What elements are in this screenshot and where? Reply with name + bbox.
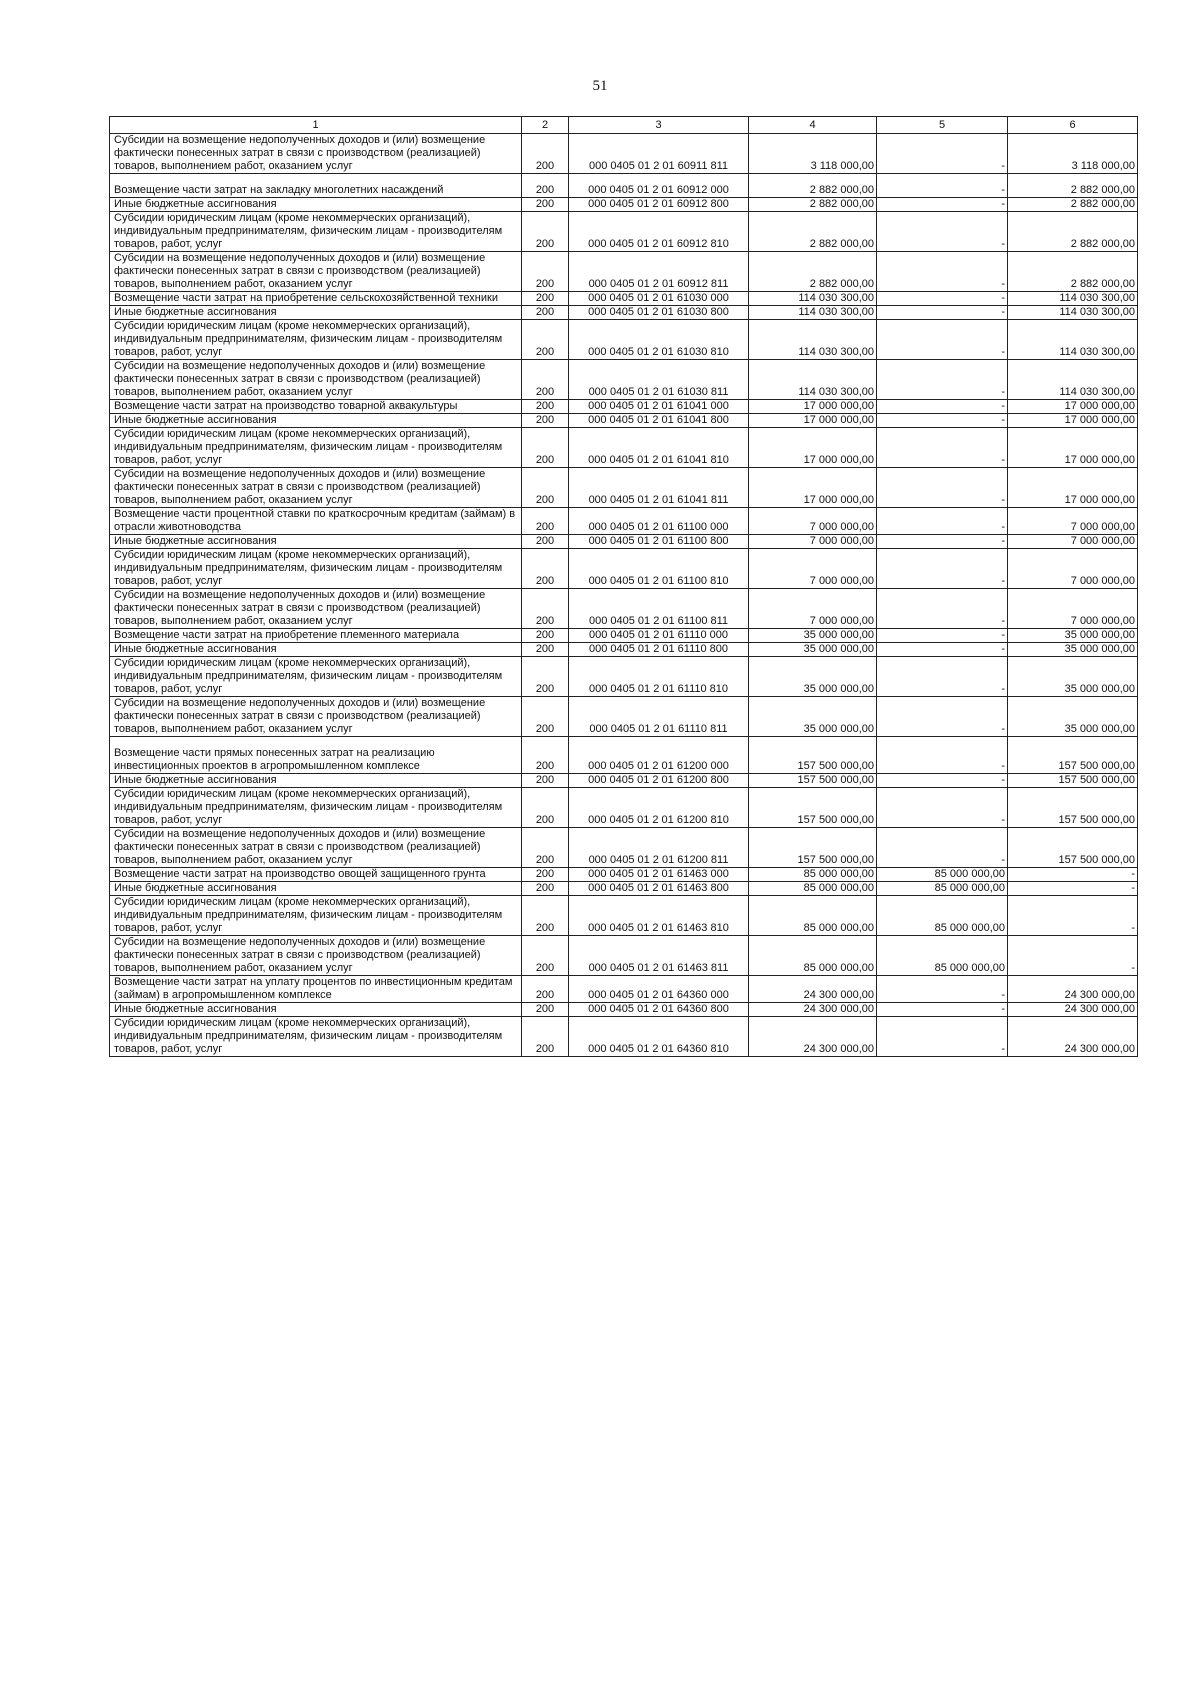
row-col4-cell: 85 000 000,00 [749, 882, 877, 896]
table-row [110, 468, 1138, 508]
row-col6-cell: 35 000 000,00 [1008, 697, 1138, 737]
row-col4-cell: 157 500 000,00 [749, 737, 877, 774]
row-name-cell: Иные бюджетные ассигнования [110, 414, 522, 428]
row-admin-code-cell: 200 [522, 1003, 569, 1017]
header-col-3: 3 [569, 117, 749, 134]
row-name-cell: Иные бюджетные ассигнования [110, 198, 522, 212]
row-admin-code-cell: 200 [522, 360, 569, 400]
row-col5-cell: - [877, 535, 1008, 549]
row-col6-cell: 35 000 000,00 [1008, 629, 1138, 643]
table-row [110, 212, 1138, 252]
row-name-cell: Возмещение части процентной ставки по краткосрочным кредитам (займам) в отрасли животноводства [110, 508, 522, 535]
row-col6-cell: 2 882 000,00 [1008, 252, 1138, 292]
row-admin-code-cell: 200 [522, 1017, 569, 1057]
row-col4-cell: 114 030 300,00 [749, 306, 877, 320]
row-name-cell: Субсидии юридическим лицам (кроме некоммерческих организаций), индивидуальным предпринимателям, физическим лицам - производителям товаров, работ, услуг [110, 788, 522, 828]
row-col5-cell: - [877, 212, 1008, 252]
row-col4-cell: 24 300 000,00 [749, 976, 877, 1003]
row-name-cell: Субсидии на возмещение недополученных доходов и (или) возмещение фактически понесенных затрат в связи с производством (реализацией) товаров, выполнением работ, оказанием услуг [110, 589, 522, 629]
table-row [110, 643, 1138, 657]
row-classification-code-cell: 000 0405 01 2 01 61030 800 [569, 306, 749, 320]
row-name-cell: Субсидии на возмещение недополученных доходов и (или) возмещение фактически понесенных затрат в связи с производством (реализацией) товаров, выполнением работ, оказанием услуг [110, 468, 522, 508]
row-classification-code-cell: 000 0405 01 2 01 61463 811 [569, 936, 749, 976]
row-classification-code-cell: 000 0405 01 2 01 64360 000 [569, 976, 749, 1003]
row-admin-code-cell: 200 [522, 320, 569, 360]
table-row [110, 629, 1138, 643]
row-classification-code-cell: 000 0405 01 2 01 60912 811 [569, 252, 749, 292]
row-name-cell: Субсидии юридическим лицам (кроме некоммерческих организаций), индивидуальным предпринимателям, физическим лицам - производителям товаров, работ, услуг [110, 896, 522, 936]
row-col6-cell: 17 000 000,00 [1008, 468, 1138, 508]
row-col4-cell: 85 000 000,00 [749, 896, 877, 936]
row-col6-cell: 2 882 000,00 [1008, 198, 1138, 212]
row-col6-cell: - [1008, 936, 1138, 976]
row-name-cell: Иные бюджетные ассигнования [110, 882, 522, 896]
row-col6-cell: 157 500 000,00 [1008, 788, 1138, 828]
row-col5-cell: 85 000 000,00 [877, 896, 1008, 936]
row-col4-cell: 24 300 000,00 [749, 1017, 877, 1057]
table-row [110, 134, 1138, 174]
row-admin-code-cell: 200 [522, 508, 569, 535]
row-classification-code-cell: 000 0405 01 2 01 61110 811 [569, 697, 749, 737]
row-col6-cell: 7 000 000,00 [1008, 589, 1138, 629]
row-col5-cell: 85 000 000,00 [877, 882, 1008, 896]
row-classification-code-cell: 000 0405 01 2 01 60912 810 [569, 212, 749, 252]
row-col5-cell: - [877, 292, 1008, 306]
table-row [110, 508, 1138, 535]
row-col4-cell: 35 000 000,00 [749, 657, 877, 697]
row-classification-code-cell: 000 0405 01 2 01 61463 800 [569, 882, 749, 896]
row-col6-cell: 114 030 300,00 [1008, 320, 1138, 360]
row-admin-code-cell: 200 [522, 657, 569, 697]
row-name-cell: Субсидии юридическим лицам (кроме некоммерческих организаций), индивидуальным предпринимателям, физическим лицам - производителям товаров, работ, услуг [110, 549, 522, 589]
table-row [110, 589, 1138, 629]
row-col6-cell: 35 000 000,00 [1008, 657, 1138, 697]
row-col6-cell: 7 000 000,00 [1008, 535, 1138, 549]
row-col4-cell: 35 000 000,00 [749, 629, 877, 643]
row-col5-cell: - [877, 320, 1008, 360]
row-col4-cell: 85 000 000,00 [749, 868, 877, 882]
row-col5-cell: - [877, 737, 1008, 774]
budget-table [109, 116, 1138, 1057]
row-classification-code-cell: 000 0405 01 2 01 61030 810 [569, 320, 749, 360]
row-classification-code-cell: 000 0405 01 2 01 60912 800 [569, 198, 749, 212]
table-row [110, 292, 1138, 306]
row-classification-code-cell: 000 0405 01 2 01 61100 811 [569, 589, 749, 629]
row-classification-code-cell: 000 0405 01 2 01 60911 811 [569, 134, 749, 174]
row-name-cell: Иные бюджетные ассигнования [110, 535, 522, 549]
row-name-cell: Субсидии юридическим лицам (кроме некоммерческих организаций), индивидуальным предпринимателям, физическим лицам - производителям товаров, работ, услуг [110, 1017, 522, 1057]
row-classification-code-cell: 000 0405 01 2 01 61200 811 [569, 828, 749, 868]
table-row [110, 414, 1138, 428]
row-col5-cell: - [877, 400, 1008, 414]
table-row [110, 657, 1138, 697]
row-col4-cell: 157 500 000,00 [749, 788, 877, 828]
table-row [110, 306, 1138, 320]
row-col4-cell: 3 118 000,00 [749, 134, 877, 174]
row-classification-code-cell: 000 0405 01 2 01 61100 000 [569, 508, 749, 535]
row-admin-code-cell: 200 [522, 589, 569, 629]
row-col6-cell: 24 300 000,00 [1008, 1017, 1138, 1057]
row-classification-code-cell: 000 0405 01 2 01 61041 811 [569, 468, 749, 508]
row-admin-code-cell: 200 [522, 198, 569, 212]
header-col-6: 6 [1008, 117, 1138, 134]
row-name-cell: Возмещение части затрат на приобретение сельскохозяйственной техники [110, 292, 522, 306]
row-col5-cell: 85 000 000,00 [877, 936, 1008, 976]
table-row [110, 1017, 1138, 1057]
table-header [110, 117, 1138, 134]
table-row [110, 1003, 1138, 1017]
table-row [110, 936, 1138, 976]
table-row [110, 535, 1138, 549]
row-col5-cell: - [877, 788, 1008, 828]
row-col5-cell: - [877, 428, 1008, 468]
row-admin-code-cell: 200 [522, 936, 569, 976]
row-name-cell: Субсидии юридическим лицам (кроме некоммерческих организаций), индивидуальным предпринимателям, физическим лицам - производителям товаров, работ, услуг [110, 428, 522, 468]
row-admin-code-cell: 200 [522, 788, 569, 828]
row-admin-code-cell: 200 [522, 549, 569, 589]
row-col4-cell: 7 000 000,00 [749, 535, 877, 549]
row-admin-code-cell: 200 [522, 643, 569, 657]
row-col6-cell: 114 030 300,00 [1008, 306, 1138, 320]
row-col5-cell: - [877, 697, 1008, 737]
row-classification-code-cell: 000 0405 01 2 01 61110 800 [569, 643, 749, 657]
row-classification-code-cell: 000 0405 01 2 01 61110 810 [569, 657, 749, 697]
row-col5-cell: - [877, 657, 1008, 697]
row-col4-cell: 17 000 000,00 [749, 428, 877, 468]
row-admin-code-cell: 200 [522, 737, 569, 774]
row-admin-code-cell: 200 [522, 400, 569, 414]
row-col4-cell: 7 000 000,00 [749, 549, 877, 589]
row-col4-cell: 2 882 000,00 [749, 198, 877, 212]
row-col5-cell: - [877, 1017, 1008, 1057]
row-name-cell: Субсидии на возмещение недополученных доходов и (или) возмещение фактически понесенных затрат в связи с производством (реализацией) товаров, выполнением работ, оказанием услуг [110, 697, 522, 737]
row-col5-cell: - [877, 1003, 1008, 1017]
row-name-cell: Субсидии на возмещение недополученных доходов и (или) возмещение фактически понесенных затрат в связи с производством (реализацией) товаров, выполнением работ, оказанием услуг [110, 252, 522, 292]
row-col5-cell: - [877, 508, 1008, 535]
row-classification-code-cell: 000 0405 01 2 01 60912 000 [569, 174, 749, 198]
table-row [110, 174, 1138, 198]
table-row [110, 896, 1138, 936]
table-row [110, 198, 1138, 212]
row-col4-cell: 114 030 300,00 [749, 360, 877, 400]
row-admin-code-cell: 200 [522, 774, 569, 788]
row-name-cell: Возмещение части затрат на уплату процентов по инвестиционным кредитам (займам) в агропромышленном комплексе [110, 976, 522, 1003]
row-col6-cell: 114 030 300,00 [1008, 292, 1138, 306]
row-classification-code-cell: 000 0405 01 2 01 61041 800 [569, 414, 749, 428]
row-col4-cell: 114 030 300,00 [749, 292, 877, 306]
row-classification-code-cell: 000 0405 01 2 01 61041 810 [569, 428, 749, 468]
row-admin-code-cell: 200 [522, 134, 569, 174]
row-admin-code-cell: 200 [522, 212, 569, 252]
row-col5-cell: - [877, 774, 1008, 788]
row-classification-code-cell: 000 0405 01 2 01 61200 800 [569, 774, 749, 788]
row-col6-cell: 7 000 000,00 [1008, 508, 1138, 535]
table-row [110, 252, 1138, 292]
row-admin-code-cell: 200 [522, 252, 569, 292]
row-col5-cell: - [877, 468, 1008, 508]
row-col6-cell: 157 500 000,00 [1008, 828, 1138, 868]
row-name-cell: Субсидии на возмещение недополученных доходов и (или) возмещение фактически понесенных затрат в связи с производством (реализацией) товаров, выполнением работ, оказанием услуг [110, 360, 522, 400]
row-name-cell: Возмещение части прямых понесенных затрат на реализацию инвестиционных проектов в агропромышленном комплексе [110, 737, 522, 774]
row-col5-cell: - [877, 174, 1008, 198]
row-name-cell: Субсидии юридическим лицам (кроме некоммерческих организаций), индивидуальным предпринимателям, физическим лицам - производителям товаров, работ, услуг [110, 657, 522, 697]
row-classification-code-cell: 000 0405 01 2 01 61100 810 [569, 549, 749, 589]
header-col-2: 2 [522, 117, 569, 134]
row-col4-cell: 24 300 000,00 [749, 1003, 877, 1017]
row-name-cell: Иные бюджетные ассигнования [110, 643, 522, 657]
row-col6-cell: 3 118 000,00 [1008, 134, 1138, 174]
header-col-4: 4 [749, 117, 877, 134]
row-classification-code-cell: 000 0405 01 2 01 61200 810 [569, 788, 749, 828]
row-col4-cell: 114 030 300,00 [749, 320, 877, 360]
row-col5-cell: - [877, 198, 1008, 212]
row-col4-cell: 35 000 000,00 [749, 643, 877, 657]
table-row [110, 828, 1138, 868]
row-name-cell: Возмещение части затрат на производство товарной аквакультуры [110, 400, 522, 414]
table-row [110, 320, 1138, 360]
row-classification-code-cell: 000 0405 01 2 01 61030 000 [569, 292, 749, 306]
row-col6-cell: 17 000 000,00 [1008, 400, 1138, 414]
row-admin-code-cell: 200 [522, 896, 569, 936]
row-classification-code-cell: 000 0405 01 2 01 61030 811 [569, 360, 749, 400]
row-col6-cell: 24 300 000,00 [1008, 976, 1138, 1003]
row-name-cell: Иные бюджетные ассигнования [110, 1003, 522, 1017]
row-admin-code-cell: 200 [522, 468, 569, 508]
row-col5-cell: - [877, 360, 1008, 400]
row-col5-cell: - [877, 629, 1008, 643]
row-classification-code-cell: 000 0405 01 2 01 61110 000 [569, 629, 749, 643]
row-col4-cell: 157 500 000,00 [749, 774, 877, 788]
row-name-cell: Субсидии на возмещение недополученных доходов и (или) возмещение фактически понесенных затрат в связи с производством (реализацией) товаров, выполнением работ, оказанием услуг [110, 134, 522, 174]
table-row [110, 697, 1138, 737]
row-admin-code-cell: 200 [522, 828, 569, 868]
row-col5-cell: - [877, 306, 1008, 320]
row-col4-cell: 85 000 000,00 [749, 936, 877, 976]
row-col6-cell: 7 000 000,00 [1008, 549, 1138, 589]
row-col6-cell: - [1008, 896, 1138, 936]
row-col4-cell: 17 000 000,00 [749, 468, 877, 508]
row-admin-code-cell: 200 [522, 174, 569, 198]
row-col5-cell: - [877, 976, 1008, 1003]
row-col6-cell: 2 882 000,00 [1008, 174, 1138, 198]
row-col5-cell: - [877, 134, 1008, 174]
table-row [110, 360, 1138, 400]
header-row [110, 117, 1138, 134]
row-col6-cell: 35 000 000,00 [1008, 643, 1138, 657]
table-row [110, 976, 1138, 1003]
row-name-cell: Возмещение части затрат на закладку многолетних насаждений [110, 174, 522, 198]
row-col4-cell: 7 000 000,00 [749, 508, 877, 535]
row-col4-cell: 157 500 000,00 [749, 828, 877, 868]
row-admin-code-cell: 200 [522, 976, 569, 1003]
page-number: 51 [592, 78, 608, 94]
row-name-cell: Субсидии юридическим лицам (кроме некоммерческих организаций), индивидуальным предпринимателям, физическим лицам - производителям товаров, работ, услуг [110, 320, 522, 360]
table-row [110, 868, 1138, 882]
row-name-cell: Возмещение части затрат на производство овощей защищенного грунта [110, 868, 522, 882]
table-row [110, 549, 1138, 589]
table-row [110, 737, 1138, 774]
row-name-cell: Иные бюджетные ассигнования [110, 774, 522, 788]
table-row [110, 428, 1138, 468]
row-col5-cell: 85 000 000,00 [877, 868, 1008, 882]
header-col-1: 1 [110, 117, 522, 134]
row-name-cell: Иные бюджетные ассигнования [110, 306, 522, 320]
row-col4-cell: 2 882 000,00 [749, 252, 877, 292]
row-admin-code-cell: 200 [522, 414, 569, 428]
row-col5-cell: - [877, 549, 1008, 589]
header-col-5: 5 [877, 117, 1008, 134]
row-admin-code-cell: 200 [522, 868, 569, 882]
row-classification-code-cell: 000 0405 01 2 01 64360 800 [569, 1003, 749, 1017]
row-admin-code-cell: 200 [522, 428, 569, 468]
row-classification-code-cell: 000 0405 01 2 01 61463 000 [569, 868, 749, 882]
row-classification-code-cell: 000 0405 01 2 01 61100 800 [569, 535, 749, 549]
row-col4-cell: 2 882 000,00 [749, 212, 877, 252]
row-col6-cell: 157 500 000,00 [1008, 737, 1138, 774]
row-col5-cell: - [877, 252, 1008, 292]
row-name-cell: Субсидии на возмещение недополученных доходов и (или) возмещение фактически понесенных затрат в связи с производством (реализацией) товаров, выполнением работ, оказанием услуг [110, 936, 522, 976]
row-col5-cell: - [877, 414, 1008, 428]
row-admin-code-cell: 200 [522, 629, 569, 643]
row-col6-cell: - [1008, 868, 1138, 882]
row-classification-code-cell: 000 0405 01 2 01 61041 000 [569, 400, 749, 414]
row-col4-cell: 7 000 000,00 [749, 589, 877, 629]
table-row [110, 400, 1138, 414]
row-name-cell: Субсидии на возмещение недополученных доходов и (или) возмещение фактически понесенных затрат в связи с производством (реализацией) товаров, выполнением работ, оказанием услуг [110, 828, 522, 868]
row-col4-cell: 17 000 000,00 [749, 400, 877, 414]
table-row [110, 788, 1138, 828]
row-classification-code-cell: 000 0405 01 2 01 61463 810 [569, 896, 749, 936]
table-row [110, 774, 1138, 788]
row-admin-code-cell: 200 [522, 882, 569, 896]
row-admin-code-cell: 200 [522, 697, 569, 737]
row-col6-cell: 157 500 000,00 [1008, 774, 1138, 788]
row-admin-code-cell: 200 [522, 535, 569, 549]
row-col4-cell: 35 000 000,00 [749, 697, 877, 737]
row-col6-cell: 17 000 000,00 [1008, 414, 1138, 428]
row-col6-cell: 17 000 000,00 [1008, 428, 1138, 468]
row-name-cell: Возмещение части затрат на приобретение племенного материала [110, 629, 522, 643]
table-row [110, 882, 1138, 896]
row-col4-cell: 17 000 000,00 [749, 414, 877, 428]
row-admin-code-cell: 200 [522, 306, 569, 320]
row-classification-code-cell: 000 0405 01 2 01 61200 000 [569, 737, 749, 774]
row-col6-cell: 2 882 000,00 [1008, 212, 1138, 252]
row-col5-cell: - [877, 589, 1008, 629]
row-name-cell: Субсидии юридическим лицам (кроме некоммерческих организаций), индивидуальным предпринимателям, физическим лицам - производителям товаров, работ, услуг [110, 212, 522, 252]
row-col6-cell: - [1008, 882, 1138, 896]
row-classification-code-cell: 000 0405 01 2 01 64360 810 [569, 1017, 749, 1057]
table-body [110, 134, 1138, 1057]
row-col6-cell: 114 030 300,00 [1008, 360, 1138, 400]
row-col5-cell: - [877, 828, 1008, 868]
row-col4-cell: 2 882 000,00 [749, 174, 877, 198]
row-admin-code-cell: 200 [522, 292, 569, 306]
row-col5-cell: - [877, 643, 1008, 657]
row-col6-cell: 24 300 000,00 [1008, 1003, 1138, 1017]
